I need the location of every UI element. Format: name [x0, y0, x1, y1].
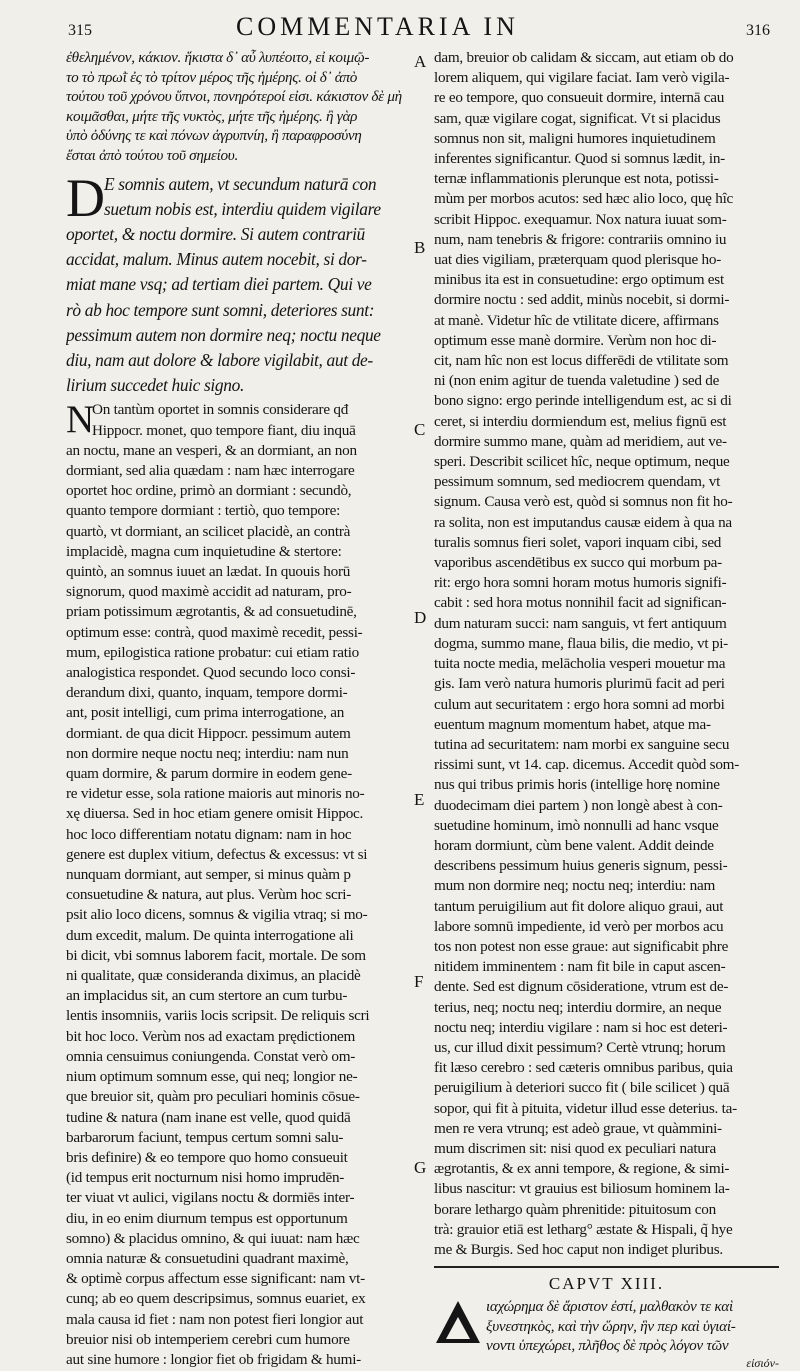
commentary-drop-cap: N	[66, 398, 95, 442]
commentary-text-line: pessimum somnum, sed mediocrem quendam, vt	[434, 473, 721, 491]
commentary-text-line: dormiant. de qua dicit Hippocr. pessimum autem	[66, 724, 351, 742]
commentary-text-line: horam dormiunt, cùm bene valent. Addit deinde	[434, 836, 714, 854]
greek-text-line: κοιμᾶσθαι, μήτε τῆς νυκτὸς, μήτε τῆς ἡμέρης. ἢ γὰρ	[66, 107, 358, 125]
commentary-text-line: nus qui tribus primis horis (intellige horę nomine	[434, 776, 720, 794]
commentary-text-line: bi dicit, vbi somnus laborem facit, mortale. De som	[66, 946, 366, 964]
commentary-text-line: implacidè, magna cum inquietudine & stertore:	[66, 542, 342, 560]
commentary-text-line: barbarorum faciunt, tempus certum somni salu-	[66, 1128, 344, 1146]
commentary-text	[66, 400, 409, 1370]
commentary-text-line: quartò, vt dormiant, an scilicet placidè, an contrà	[66, 522, 351, 540]
commentary-text-line: mum discrimen sit: nisi quod ex peculiari natura	[434, 1139, 716, 1157]
commentary-text-line: aut sine humore : longior fiet ob frigidam & humi-	[66, 1350, 361, 1368]
margin-letter: F	[414, 972, 424, 991]
commentary-text-line: rit: ergo hora somni horam motus humoris signifi-	[434, 574, 727, 592]
commentary-text-line: turalis somnus fieri solet, vapori inquam cibi, sed	[434, 533, 722, 551]
commentary-text-line: bris definire) & eo tempore quo homo consueuit	[66, 1148, 348, 1166]
left-page-number: 315	[68, 22, 92, 39]
commentary-text-line: hoc loco differentiam notatu dignam: nam in hoc	[66, 825, 352, 843]
commentary-text-line: dum excedit, malum. De quinta interrogatione ali	[66, 926, 354, 944]
commentary-text-line: lorem aliquem, qui vigilare faciat. Iam verò vigila-	[434, 69, 730, 87]
commentary-text-line: tos non potest non esse graue: aut significabit phre	[434, 937, 729, 955]
commentary-text-line: signorum, quod maximè accidit ad naturam, pro-	[66, 583, 352, 601]
commentary-text-line: re eo tempore, quo consueuit dormire, internā cau	[434, 89, 725, 107]
commentary-text-line: num, nam tenebris & frigore: contrariis omnino iu	[434, 230, 727, 248]
left-column	[66, 48, 409, 1370]
lemma-text-line: E somnis autem, vt secundum naturā con	[104, 173, 377, 194]
commentary-text-line: omnia naturæ & consuetudini quadrant maximè,	[66, 1249, 349, 1267]
commentary-text-line: trà: grauior etiā est letharg° æstate & Hispali, q̃ hye	[434, 1220, 733, 1238]
commentary-text-line: lentis insomniis, variis locis scripsit. De reliquis scri	[66, 1007, 370, 1025]
commentary-text-line: dente. Sed est dignum cōsideratione, vtrum est de-	[434, 978, 729, 996]
lemma-text-line: rò ab hoc tempore sunt somni, deteriores sunt:	[66, 299, 375, 320]
commentary-text-line: ra solita, non est imputandus causæ eidem à qua na	[434, 513, 732, 531]
commentary-text-line: re videtur esse, sola ratione maioris aut minoris no-	[66, 785, 365, 803]
commentary-text-line: labore somnū impediente, id verò per morbos acu	[434, 917, 724, 935]
right-page-number: 316	[746, 22, 770, 39]
commentary-text-line: mùm per morbos acutos: sed hæc alio loco, quę hîc	[434, 190, 734, 208]
commentary-text-line: an implacidus sit, an cum stertore an cum turbu-	[66, 987, 348, 1005]
lemma-text-line: pessimum autem non dormire neq; noctu neque	[66, 324, 381, 345]
lemma-text-line: oportet, & noctu dormire. Si autem contrariū	[66, 223, 365, 244]
commentary-text-line: nium optimum somnum esse, qui neq; longior ne-	[66, 1068, 358, 1086]
commentary-text-line: tantum peruigilium aut fit dolore aliquo graui, aut	[434, 897, 724, 915]
commentary-text-line: quintò, an somnus iuuet an lædat. In quouis horū	[66, 563, 351, 581]
commentary-text-line: omnia censuimus coniungenda. Constat verò om-	[66, 1047, 356, 1065]
greek-text-line: νοντι ὑπεχώρει, πλῆθος δὲ πρὸς λόγον τῶν	[486, 1337, 729, 1355]
commentary-text-line: ant, posit intelligi, cum prima interrogatione, an	[66, 704, 345, 722]
commentary-text-line: xę diuersa. Sed in hoc etiam genere omisit Hippoc.	[66, 805, 364, 823]
commentary-text-line: bit hoc loco. Verùm nos ad exactam prędictionem	[66, 1027, 356, 1045]
greek-text-line: ιαχώρημα δὲ ἄριστον ἐστί, μαλθακὸν τε καὶ	[486, 1298, 733, 1316]
commentary-text-line: psit alio loco dicens, somnus & vigilia vtraq; si mo-	[66, 906, 368, 924]
chapter-divider	[434, 1266, 779, 1268]
greek-text-line: ἔσται ἀπὸ τούτου τοῦ σημείου.	[66, 146, 238, 164]
commentary-text-line: minibus ita est in consuetudine: ergo optimum est	[434, 271, 724, 289]
commentary-text-line: dum naturam succi: nam sanguis, vt fert antiquum	[434, 614, 727, 632]
commentary-text-line: dormire summo mane, quàm ad meridiem, aut ve-	[434, 432, 727, 450]
commentary-text-line: somno) & placidus omnino, & qui iuuat: nam hæc	[66, 1229, 360, 1247]
commentary-text-line: nunquam dormiant, aut semper, si minus quàm p	[66, 866, 351, 884]
commentary-text-line: libus nascitur: vt grauius est biliosum hominem la-	[434, 1180, 730, 1198]
commentary-text-line: nitidem imminentem : nam fit bile in caput ascen-	[434, 958, 726, 976]
commentary-text-line: analogistica respondet. Quod secundo loco consi-	[66, 664, 356, 682]
commentary-text-line: suetudine hominum, imò nonnulli ad hanc vsque	[434, 816, 719, 834]
commentary-text-line: ni qualitate, quæ consideranda diximus, an placidè	[66, 967, 361, 985]
catchword: εἰσιόν-	[746, 1355, 779, 1370]
commentary-text-line: speri. Describit scilicet hîc, neque optimum, neque	[434, 453, 730, 471]
greek-text-line: ἐθελημένον, κάκιον. ἥκιστα δ᾽ αὖ λυπέοιτο, εἰ κοιμῷ-	[66, 49, 370, 66]
commentary-text-line: optimum esse: contrà, quod maximè recedit, pessi-	[66, 623, 363, 641]
commentary-text-line: (id tempus erit nocturnum nisi homo imprudēn-	[66, 1169, 345, 1187]
commentary-text-line: inferentes significantur. Quod si somnus lædit, in-	[434, 150, 725, 168]
commentary-text-line: me & Burgis. Sed hoc caput non indiget pluribus.	[434, 1240, 723, 1258]
commentary-text-line: terius, neq; noctu neq; interdiu dormire, an neque	[434, 998, 722, 1016]
margin-letter: E	[414, 790, 425, 809]
greek-text-line: τούτου τοῦ χρόνου ὕπνοι, πονηρότεροί εἰσι. κάκιστον δὲ μὴ	[66, 88, 402, 106]
commentary-text-line: diu, in eo enim diurnum tempus est opportunum	[66, 1209, 348, 1227]
margin-letter: A	[414, 52, 427, 71]
commentary-text-line: breuior nisi ob intemperiem cerebri cum humore	[66, 1330, 350, 1348]
commentary-text-line: ter viuat vt aulici, vigilans noctu & dormiēs inter-	[66, 1189, 355, 1207]
commentary-text-line: gis. Iam verò natura humoris plurimū facit ad peri	[434, 675, 725, 693]
commentary-text-line: us, cur illud dixit pessimum? Certè vtrunq; horum	[434, 1038, 726, 1056]
commentary-text-line: non dormire neque noctu neq; interdiu: nam nun	[66, 744, 349, 762]
commentary-text-line: mum, epilogistica ratione probatur: cui etiam ratio	[66, 643, 360, 661]
greek-text-line: το τὸ πρωῒ ἐς τὸ τρίτον μέρος τῆς ἡμέρης. οἱ δ᾽ ἀπὸ	[66, 68, 358, 86]
commentary-text-line: rissimi sunt, vt 14. cap. dicemus. Accedit quòd som-	[434, 756, 740, 774]
commentary-text-line: uat dies vigiliam, præterquam quod plerisque ho-	[434, 251, 722, 269]
commentary-text-line: vaporibus ascendētibus ex succo qui morbum pa-	[434, 554, 722, 572]
commentary-text-line: fit læso cerebro : sed cæteris omnibus paribus, quia	[434, 1059, 733, 1077]
lemma-text-line: diu, nam aut dolore & labore vigilabit, aut de-	[66, 349, 373, 370]
commentary-text-line: dogma, summo mane, flaua bilis, die medio, vt pi-	[434, 634, 728, 652]
greek-text-line: ὑπὸ ὀδύνης τε καὶ πόνων ἀγρυπνίη, ἢ παραφροσύνη	[66, 127, 362, 145]
commentary-text-line: describens pessimum huius generis signum, pessi-	[434, 857, 728, 875]
commentary-text-line: sam, quæ vigilare cogat, significat. Vt si placidus	[434, 109, 721, 127]
commentary-text-line: priam potissimum ægrotantis, & ad consuetudinē,	[66, 603, 357, 621]
lemma-text-line: miat mane vsq; ad tertiam diei partem. Qui ve	[66, 274, 372, 295]
commentary-text-line: consuetudine & natura, aut plus. Verùm hoc scri-	[66, 886, 352, 904]
commentary-text-line: bono signo: ergo perinde intelligendum est, ac si di	[434, 392, 732, 410]
commentary-continuation	[434, 48, 779, 1260]
commentary-text-line: ternæ inflammationis plerunque est nota, potissi-	[434, 170, 719, 188]
commentary-text-line: quam dormire, & parum dormire in eodem gene-	[66, 765, 352, 783]
chapter-heading: CAPVT XIII.	[548, 1274, 665, 1294]
commentary-text-line: somnus non sit, maligni humores inquietudinem	[434, 129, 716, 147]
commentary-text-line: oportet hoc ordine, primò an dormiant : secundò,	[66, 482, 352, 500]
margin-letter: C	[414, 420, 426, 439]
lemma-drop-cap: D	[66, 167, 105, 228]
running-head	[0, 10, 800, 40]
commentary-text-line: noctu neq; interdiu vigilare : nam si hoc est deteri-	[434, 1018, 728, 1036]
greek-aphorism-text	[66, 48, 409, 166]
margin-letter: B	[414, 238, 426, 257]
commentary-text-line: cit, nam hîc non est locus differēdi de vtilitate som	[434, 352, 729, 370]
commentary-text-line: ni (non enim agitur de tuenda valetudine ) sed de	[434, 372, 720, 390]
commentary-text-line: tutina ad securitatem: nam morbi ex sanguine secu	[434, 735, 730, 753]
commentary-text-line: at manè. Videtur hîc de vtilitate dicere, affirmans	[434, 311, 719, 329]
commentary-text-line: mum non dormire neq; noctu neq; interdiu: nam	[434, 877, 716, 895]
commentary-text-line: dormire noctu : sed addit, minùs nocebit, si dormi-	[434, 291, 730, 309]
commentary-text-line: cabit : sed hora motus nonnihil facit ad significan-	[434, 594, 727, 612]
lemma-text-line: accidat, malum. Minus autem nocebit, si dor-	[66, 249, 367, 270]
margin-letter: D	[414, 608, 427, 627]
commentary-text-line: euentum magnum momentum habet, atque ma-	[434, 715, 711, 733]
commentary-text-line: peruigilium à deteriori succo fit ( bile scilicet ) quā	[434, 1079, 730, 1097]
commentary-text-line: men re vera vtrunq; est adeò graue, vt quàmmini-	[434, 1119, 722, 1137]
commentary-text-line: sopor, qui fit à pituita, videtur illud esse deterius. ta-	[434, 1099, 737, 1117]
commentary-text-line: optimum esse manè dormire. Verùm non hoc di-	[434, 331, 717, 349]
commentary-text-line: dam, breuior ob calidam & siccam, aut etiam ob do	[434, 49, 734, 66]
lemma-text-line: suetum nobis est, interdiu quidem vigilare	[104, 198, 381, 219]
commentary-text-line: scribit Hippoc. exequamur. Nox natura iuuat som-	[434, 210, 727, 228]
commentary-text-line: culum aut securitatem : ergo hora somni ad morbi	[434, 695, 725, 713]
commentary-text-line: tuita nocte media, melācholia vesperi mouetur ma	[434, 655, 726, 673]
running-title: COMMENTARIA IN	[236, 12, 519, 41]
right-column	[434, 48, 779, 1371]
commentary-text-line: signum. Causa verò est, quòd si somnus non fit ho-	[434, 493, 733, 511]
commentary-text-line: genere est duplex vitium, defectus & excessus: vt si	[66, 845, 368, 863]
commentary-text-line: & optimè corpus affectum esse significant: nam vt-	[66, 1270, 365, 1288]
lemma-text-line: lirium succedet huic signo.	[66, 375, 244, 396]
commentary-text-line: On tantùm oportet in somnis considerare qđ	[92, 401, 349, 419]
commentary-text-line: ceret, si interdiu dormiendum est, melius fignū est	[434, 412, 727, 430]
commentary-text-line: Hippocr. monet, quo tempore fiant, diu inquā	[92, 421, 356, 439]
commentary-text-line: dormiant, sed alia quædam : nam hæc interrogare	[66, 462, 355, 479]
commentary-text-line: tudine & natura (nam inane est velle, quod quidā	[66, 1108, 351, 1126]
commentary-text-line: an noctu, mane an vesperi, & an dormiant, an non	[66, 441, 357, 459]
commentary-text-line: cunq; ab eo quem descripsimus, somnus euariet, ex	[66, 1290, 366, 1308]
commentary-text-line: mala causa id fiet : nam non potest fieri longior aut	[66, 1310, 364, 1328]
commentary-text-line: que breuior sit, quàm pro peculiari hominis cōsue-	[66, 1088, 360, 1106]
commentary-text-line: derandum dixi, quanto, inquam, tempore dormi-	[66, 684, 348, 702]
delta-drop-cap-icon	[436, 1301, 480, 1343]
commentary-text-line: ægrotantis, & ex anni tempore, & regione, & simi-	[434, 1160, 730, 1178]
latin-aphorism-translation	[66, 167, 409, 399]
commentary-text-line: borare lethargo quàm phrenitide: pituitosum con	[434, 1200, 716, 1218]
commentary-text-line: duodecimam diei partem ) non longè abest à con-	[434, 796, 723, 814]
commentary-text-line: quanto tempore dormiant : tertiò, quo tempore:	[66, 502, 341, 520]
greek-text-line: ξυνεστηκὸς, καὶ τὴν ὥρην, ἣν περ καὶ ὑγιαί-	[486, 1317, 736, 1335]
greek-aphorism-next	[434, 1297, 779, 1356]
margin-letter: G	[414, 1158, 427, 1177]
